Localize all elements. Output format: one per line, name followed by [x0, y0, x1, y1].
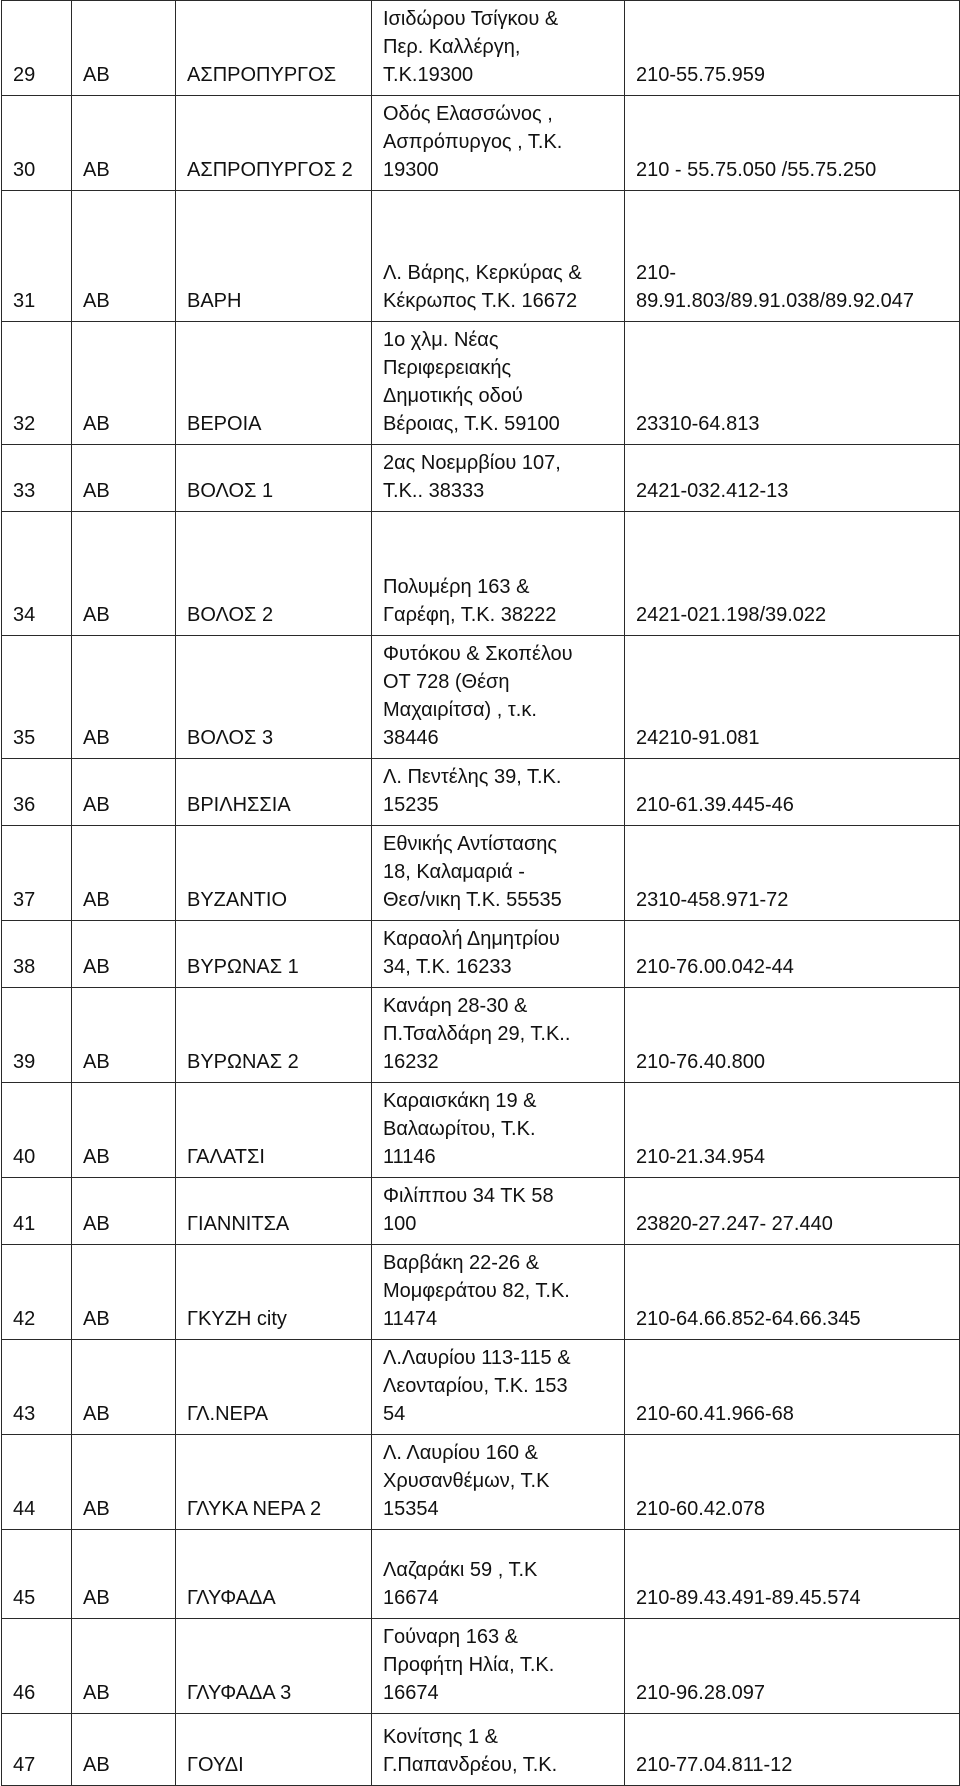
store-address: Λαζαράκι 59 , Τ.Κ 16674: [372, 1530, 625, 1619]
store-address: Φυτόκου & Σκοπέλου ΟΤ 728 (Θέση Μαχαιρίτσα) , τ.κ. 38446: [372, 636, 625, 759]
store-address: 1ο χλμ. Νέας Περιφερειακής Δημοτικής οδού Βέροιας, Τ.Κ. 59100: [372, 322, 625, 445]
store-name: ΒΟΛΟΣ 2: [176, 512, 372, 636]
row-number: 35: [2, 636, 72, 759]
store-phone: 210-21.34.954: [625, 1083, 960, 1178]
table-row: [2, 921, 960, 988]
store-name: ΒΟΛΟΣ 1: [176, 445, 372, 512]
table-row: [2, 191, 960, 322]
store-address: Κανάρη 28-30 & Π.Τσαλδάρη 29, Τ.Κ.. 16232: [372, 988, 625, 1083]
table-row: [2, 96, 960, 191]
row-number: 40: [2, 1083, 72, 1178]
store-phone: 210-89.43.491-89.45.574: [625, 1530, 960, 1619]
store-address: Λ. Βάρης, Κερκύρας & Κέκρωπος Τ.Κ. 16672: [372, 191, 625, 322]
store-name: ΓΙΑΝΝΙΤΣΑ: [176, 1178, 372, 1245]
store-code: AB: [72, 759, 176, 826]
store-name: ΒΥΖΑΝΤΙΟ: [176, 826, 372, 921]
store-address: Καραολή Δημητρίου 34, Τ.Κ. 16233: [372, 921, 625, 988]
store-name: ΓΟΥΔΙ: [176, 1714, 372, 1786]
store-name: ΑΣΠΡΟΠΥΡΓΟΣ: [176, 1, 372, 96]
table-row: [2, 1435, 960, 1530]
store-code: AB: [72, 96, 176, 191]
store-phone: 23310-64.813: [625, 322, 960, 445]
store-address: Πολυμέρη 163 & Γαρέφη, Τ.Κ. 38222: [372, 512, 625, 636]
store-name: ΒΡΙΛΗΣΣΙΑ: [176, 759, 372, 826]
store-code: AB: [72, 988, 176, 1083]
table-row: [2, 322, 960, 445]
store-address: Λ. Πεντέλης 39, Τ.Κ. 15235: [372, 759, 625, 826]
store-code: AB: [72, 1178, 176, 1245]
row-number: 29: [2, 1, 72, 96]
table-row: [2, 636, 960, 759]
store-phone: 210-60.41.966-68: [625, 1340, 960, 1435]
store-code: AB: [72, 1, 176, 96]
table-row: [2, 1530, 960, 1619]
store-name: ΓΛΥΦΑΔΑ: [176, 1530, 372, 1619]
table-row: [2, 988, 960, 1083]
store-phone: 2310-458.971-72: [625, 826, 960, 921]
store-phone: 210-76.00.042-44: [625, 921, 960, 988]
store-name: ΓΛ.ΝΕΡΑ: [176, 1340, 372, 1435]
row-number: 33: [2, 445, 72, 512]
table-row: [2, 1340, 960, 1435]
row-number: 37: [2, 826, 72, 921]
row-number: 47: [2, 1714, 72, 1786]
store-code: AB: [72, 1619, 176, 1714]
store-address: Λ. Λαυρίου 160 & Χρυσανθέμων, Τ.Κ 15354: [372, 1435, 625, 1530]
store-name: ΒΟΛΟΣ 3: [176, 636, 372, 759]
table-row: [2, 1245, 960, 1340]
store-address: Εθνικής Αντίστασης 18, Καλαμαριά - Θεσ/νικη Τ.Κ. 55535: [372, 826, 625, 921]
store-name: ΒΑΡΗ: [176, 191, 372, 322]
stores-table: [1, 0, 960, 1786]
store-address: Καραισκάκη 19 & Βαλαωρίτου, Τ.Κ. 11146: [372, 1083, 625, 1178]
store-code: AB: [72, 1530, 176, 1619]
store-phone: 23820-27.247- 27.440: [625, 1178, 960, 1245]
store-phone: 210-77.04.811-12: [625, 1714, 960, 1786]
row-number: 42: [2, 1245, 72, 1340]
row-number: 44: [2, 1435, 72, 1530]
store-phone: 2421-032.412-13: [625, 445, 960, 512]
table-row: [2, 759, 960, 826]
store-name: ΒΥΡΩΝΑΣ 2: [176, 988, 372, 1083]
store-phone: 210-96.28.097: [625, 1619, 960, 1714]
store-phone: 2421-021.198/39.022: [625, 512, 960, 636]
table-row: [2, 512, 960, 636]
table-row: [2, 1, 960, 96]
store-phone: 210- 89.91.803/89.91.038/89.92.047: [625, 191, 960, 322]
store-phone: 210-55.75.959: [625, 1, 960, 96]
store-phone: 210 - 55.75.050 /55.75.250: [625, 96, 960, 191]
store-name: ΒΕΡΟΙΑ: [176, 322, 372, 445]
row-number: 30: [2, 96, 72, 191]
store-phone: 210-76.40.800: [625, 988, 960, 1083]
store-code: AB: [72, 826, 176, 921]
store-address: 2ας Νοεμρβίου 107, Τ.Κ.. 38333: [372, 445, 625, 512]
row-number: 46: [2, 1619, 72, 1714]
row-number: 38: [2, 921, 72, 988]
table-row: [2, 826, 960, 921]
store-code: AB: [72, 636, 176, 759]
row-number: 34: [2, 512, 72, 636]
row-number: 36: [2, 759, 72, 826]
store-phone: 210-61.39.445-46: [625, 759, 960, 826]
store-code: AB: [72, 322, 176, 445]
store-address: Βαρβάκη 22-26 & Μομφεράτου 82, Τ.Κ. 11474: [372, 1245, 625, 1340]
table-row: [2, 1619, 960, 1714]
store-address: Γούναρη 163 & Προφήτη Ηλία, Τ.Κ. 16674: [372, 1619, 625, 1714]
row-number: 41: [2, 1178, 72, 1245]
row-number: 31: [2, 191, 72, 322]
store-address: Λ.Λαυρίου 113-115 & Λεονταρίου, Τ.Κ. 153 54: [372, 1340, 625, 1435]
store-phone: 210-64.66.852-64.66.345: [625, 1245, 960, 1340]
row-number: 32: [2, 322, 72, 445]
table-row: [2, 1083, 960, 1178]
store-code: AB: [72, 1340, 176, 1435]
store-name: ΒΥΡΩΝΑΣ 1: [176, 921, 372, 988]
row-number: 43: [2, 1340, 72, 1435]
table-row: [2, 1714, 960, 1786]
store-address: Κονίτσης 1 & Γ.Παπανδρέου, Τ.Κ.: [372, 1714, 625, 1786]
table-row: [2, 1178, 960, 1245]
store-code: AB: [72, 512, 176, 636]
store-name: ΓΛΥΚΑ ΝΕΡΑ 2: [176, 1435, 372, 1530]
store-code: AB: [72, 1245, 176, 1340]
store-name: ΓΑΛΑΤΣΙ: [176, 1083, 372, 1178]
store-name: ΓΚΥΖΗ city: [176, 1245, 372, 1340]
store-address: Φιλίππου 34 ΤΚ 58 100: [372, 1178, 625, 1245]
table-row: [2, 445, 960, 512]
store-name: ΑΣΠΡΟΠΥΡΓΟΣ 2: [176, 96, 372, 191]
store-name: ΓΛΥΦΑΔΑ 3: [176, 1619, 372, 1714]
store-code: AB: [72, 1435, 176, 1530]
store-phone: 210-60.42.078: [625, 1435, 960, 1530]
store-address: Ισιδώρου Τσίγκου & Περ. Καλλέργη, Τ.Κ.19300: [372, 1, 625, 96]
store-code: AB: [72, 445, 176, 512]
store-code: AB: [72, 191, 176, 322]
store-code: AB: [72, 1083, 176, 1178]
row-number: 45: [2, 1530, 72, 1619]
store-phone: 24210-91.081: [625, 636, 960, 759]
store-address: Οδός Ελασσώνος , Ασπρόπυργος , Τ.Κ. 19300: [372, 96, 625, 191]
row-number: 39: [2, 988, 72, 1083]
store-code: AB: [72, 921, 176, 988]
store-code: AB: [72, 1714, 176, 1786]
